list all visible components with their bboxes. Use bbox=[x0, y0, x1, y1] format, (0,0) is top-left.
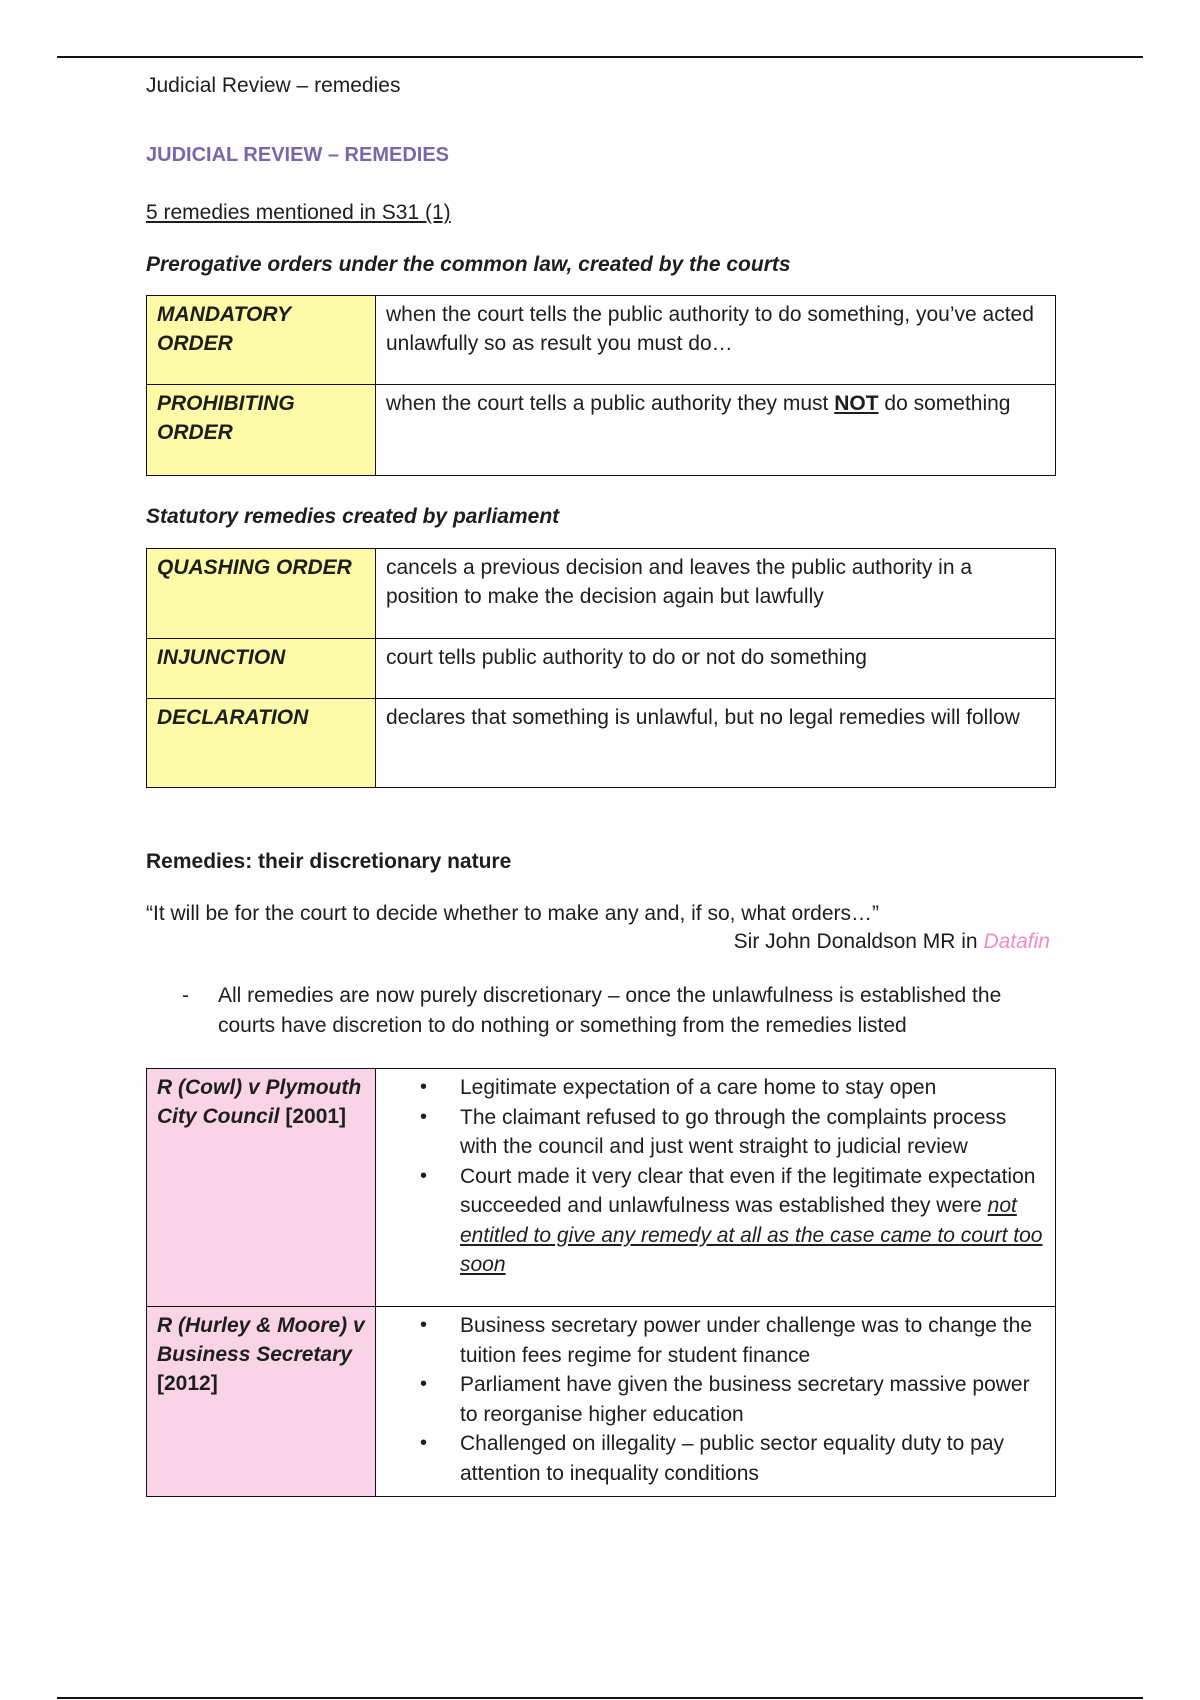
case-bullets bbox=[386, 1073, 1045, 1280]
term-cell: MANDATORY ORDER bbox=[147, 296, 376, 385]
statutory-heading: Statutory remedies created by parliament bbox=[146, 505, 560, 528]
discretion-point: All remedies are now purely discretionary – once the unlawfulness is established the courts have discretion to do nothing or something from the remedies listed bbox=[218, 984, 1002, 1037]
prerogative-table bbox=[146, 295, 1056, 476]
quote-attribution bbox=[146, 930, 1056, 954]
description-text: do something bbox=[878, 392, 1011, 415]
prerogative-heading: Prerogative orders under the common law, created by the courts bbox=[146, 253, 791, 276]
case-year: [2001] bbox=[279, 1105, 347, 1128]
list-item: • Business secretary power under challenge was to change the tuition fees regime for student finance bbox=[386, 1311, 1045, 1370]
table-row bbox=[147, 549, 1056, 639]
dash-bullet: - bbox=[182, 984, 189, 1007]
emphasis-not: NOT bbox=[834, 392, 879, 415]
remedies-subtitle: 5 remedies mentioned in S31 (1) bbox=[146, 201, 451, 224]
list-item: • Challenged on illegality – public sector equality duty to pay attention to inequality conditions bbox=[386, 1429, 1045, 1488]
term-cell: DECLARATION bbox=[147, 699, 376, 788]
case-details-cell bbox=[376, 1307, 1056, 1497]
description-cell: declares that something is unlawful, but no legal remedies will follow bbox=[376, 699, 1056, 788]
description-cell: cancels a previous decision and leaves the public authority in a position to make the decision again but lawfully bbox=[376, 549, 1056, 639]
list-item: • Legitimate expectation of a care home to stay open bbox=[386, 1073, 1045, 1103]
attribution-text: Sir John Donaldson MR in bbox=[733, 930, 978, 953]
header-rule bbox=[57, 56, 1143, 58]
term-cell: INJUNCTION bbox=[147, 639, 376, 699]
description-text: when the court tells a public authority they must bbox=[386, 392, 835, 415]
table-row bbox=[147, 1069, 1056, 1307]
document-page bbox=[146, 70, 1056, 1497]
donaldson-quote: “It will be for the court to decide whether to make any and, if so, what orders…” bbox=[146, 902, 880, 925]
statutory-table bbox=[146, 548, 1056, 788]
list-item: • Parliament have given the business secretary massive power to reorganise higher education bbox=[386, 1370, 1045, 1429]
description-cell bbox=[376, 385, 1056, 476]
table-row bbox=[147, 385, 1056, 476]
list-item bbox=[386, 1162, 1045, 1280]
table-row bbox=[147, 639, 1056, 699]
description-cell: court tells public authority to do or not do something bbox=[376, 639, 1056, 699]
table-row bbox=[147, 699, 1056, 788]
list-item bbox=[146, 981, 1056, 1041]
term-cell: PROHIBITING ORDER bbox=[147, 385, 376, 476]
table-row bbox=[147, 296, 1056, 385]
running-header: Judicial Review – remedies bbox=[146, 74, 401, 97]
table-row bbox=[147, 1307, 1056, 1497]
case-name-cell bbox=[147, 1069, 376, 1307]
discretion-heading: Remedies: their discretionary nature bbox=[146, 850, 512, 873]
case-details-cell bbox=[376, 1069, 1056, 1307]
list-item: • The claimant refused to go through the complaints process with the council and just went straight to judicial review bbox=[386, 1103, 1045, 1162]
case-name: R (Cowl) v Plymouth City Council bbox=[157, 1076, 362, 1128]
case-name-cell bbox=[147, 1307, 376, 1497]
emphasis-text: not entitled to give any remedy at all as the case came to court too soon bbox=[460, 1194, 1043, 1276]
case-bullets bbox=[386, 1311, 1045, 1488]
term-cell: QUASHING ORDER bbox=[147, 549, 376, 639]
cases-table bbox=[146, 1068, 1056, 1497]
case-reference: Datafin bbox=[983, 930, 1050, 953]
case-year: [2012] bbox=[157, 1372, 218, 1395]
footer-rule bbox=[57, 1697, 1143, 1699]
document-title: JUDICIAL REVIEW – REMEDIES bbox=[146, 144, 450, 166]
case-name: R (Hurley & Moore) v Business Secretary bbox=[157, 1314, 365, 1366]
description-cell: when the court tells the public authority to do something, you’ve acted unlawfully so as result you must do… bbox=[376, 296, 1056, 385]
bullet-text: Court made it very clear that even if the legitimate expectation succeeded and unlawfulness was established they were bbox=[460, 1164, 1036, 1217]
